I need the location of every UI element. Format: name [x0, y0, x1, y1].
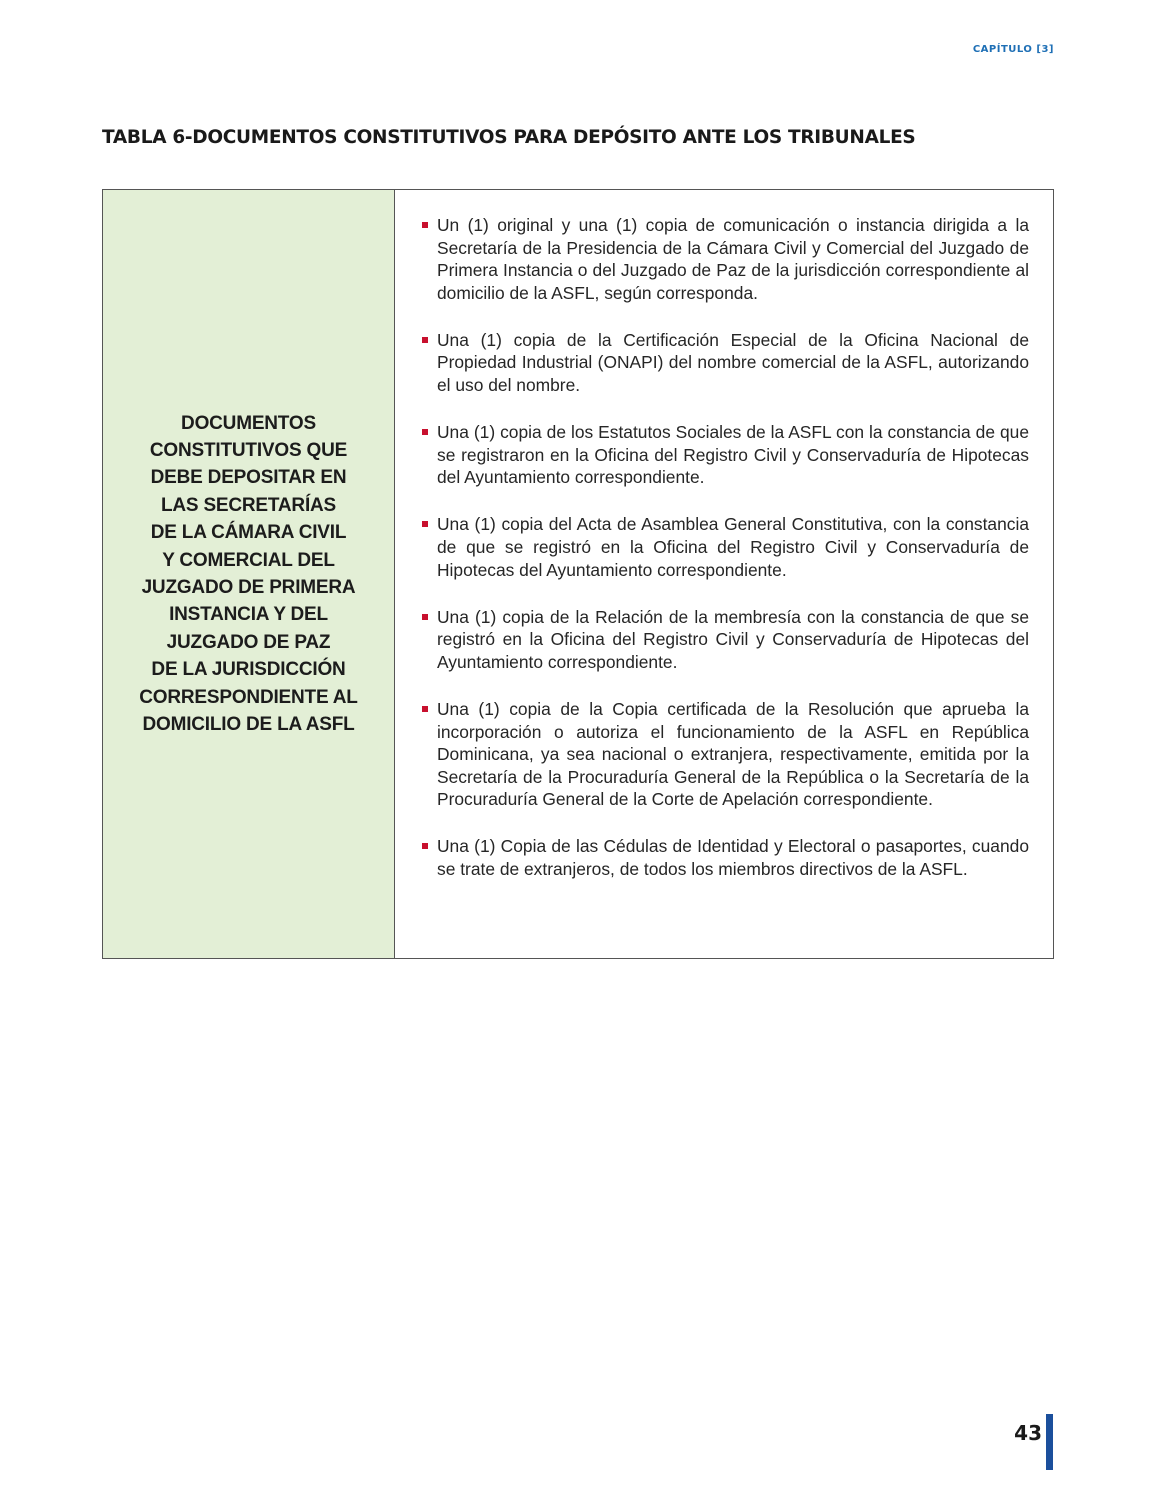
table-heading-line: JUZGADO DE PRIMERA [141, 577, 356, 598]
list-item [437, 513, 1029, 581]
square-bullet-icon [422, 521, 428, 527]
square-bullet-icon [422, 222, 428, 228]
page-number-bar [1046, 1414, 1053, 1470]
list-item [437, 214, 1029, 304]
document-list [437, 214, 1029, 881]
page-number: 43 [1014, 1421, 1042, 1445]
table-heading-line: CONSTITUTIVOS QUE [149, 439, 348, 461]
square-bullet-icon [422, 429, 428, 435]
table-heading-line: DEBE DEPOSITAR EN [150, 467, 347, 489]
list-item-text: Una (1) copia de la Certificación Especial de la Oficina Nacional de Propiedad Industrial (ONAPI) del nombre comercial de la ASFL, autorizando el uso del nombre. [437, 329, 1029, 396]
square-bullet-icon [422, 614, 428, 620]
list-item-text: Una (1) copia de la Copia certificada de la Resolución que aprueba la incorporación o autoriza el funcionamiento de la ASFL en República Dominicana, ya sea nacional o extranjera, respectivamente, emitida por la Secretaría de la Procuraduría General de la República o la Secretaría de la Procuraduría General de la Corte de Apelación correspondiente. [437, 699, 1029, 810]
square-bullet-icon [422, 843, 428, 849]
list-item [437, 421, 1029, 489]
table-heading-line: DE LA JURISDICCIÓN [151, 659, 346, 681]
table-heading [139, 410, 357, 739]
list-item-text: Una (1) copia de la Relación de la membresía con la constancia de que se registró en la Oficina del Registro Civil y Conservaduría de Hipotecas del Ayuntamiento correspondiente. [437, 606, 1029, 672]
table-content-cell [395, 190, 1053, 958]
table-heading-line: DOMICILIO DE LA ASFL [142, 714, 355, 736]
list-item [437, 329, 1029, 397]
table-heading-line: DOCUMENTOS [181, 412, 316, 434]
table-title: TABLA 6-DOCUMENTOS CONSTITUTIVOS PARA DEPÓSITO ANTE LOS TRIBUNALES [102, 127, 916, 148]
chapter-label: CAPÍTULO [3] [972, 44, 1054, 55]
table-heading-line: DE LA CÁMARA CIVIL [150, 522, 347, 544]
documents-table [102, 189, 1054, 959]
square-bullet-icon [422, 337, 428, 343]
table-heading-line: Y COMERCIAL DEL [162, 549, 335, 571]
list-item-text: Una (1) copia de los Estatutos Sociales de la ASFL con la constancia de que se registraron en la Oficina del Registro Civil y Conservaduría de Hipotecas del Ayuntamiento correspondiente. [437, 422, 1029, 488]
list-item [437, 835, 1029, 880]
table-heading-line: CORRESPONDIENTE AL [139, 686, 358, 708]
table-heading-cell [103, 190, 395, 958]
list-item-text: Un (1) original y una (1) copia de comunicación o instancia dirigida a la Secretaría de la Presidencia de la Cámara Civil y Comercial del Juzgado de Primera Instancia o del Juzgado de Paz de la jurisdicción correspondiente al domicilio de la ASFL, según corresponda. [437, 215, 1029, 303]
table-heading-line: INSTANCIA Y DEL [169, 604, 328, 626]
list-item-text: Una (1) copia del Acta de Asamblea General Constitutiva, con la constancia de que se registró en la Oficina del Registro Civil y Conservaduría de Hipotecas del Ayuntamiento correspondiente. [437, 514, 1029, 580]
list-item [437, 698, 1029, 811]
square-bullet-icon [422, 706, 428, 712]
table-heading-line: JUZGADO DE PAZ [166, 631, 331, 653]
table-heading-line: LAS SECRETARÍAS [160, 494, 337, 516]
list-item-text: Una (1) Copia de las Cédulas de Identidad y Electoral o pasaportes, cuando se trate de extranjeros, de todos los miembros directivos de la ASFL. [437, 836, 1029, 880]
list-item [437, 606, 1029, 674]
